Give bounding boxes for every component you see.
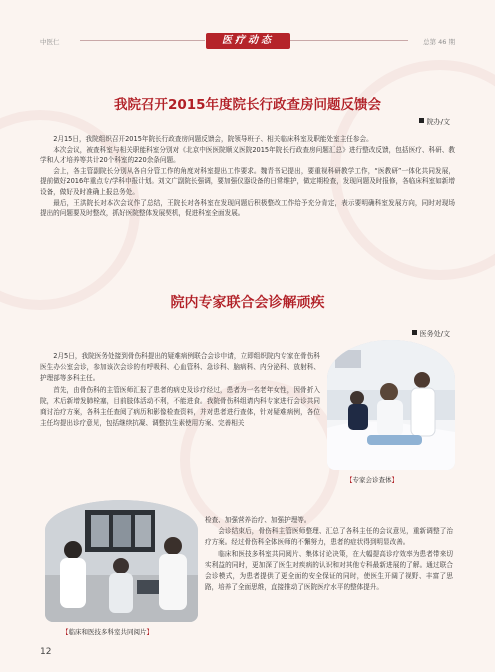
byline-square-icon (419, 118, 424, 123)
article2-byline-text: 医务处/文 (419, 330, 450, 338)
article2-paragraph: 临床和医技多科室共同阅片、集体讨论决策，在大幅提高诊疗效率为患者带来切实利益的同时，更加深了医生对疾病的认识和对其他专科最新进展的了解。通过联合会诊模式，为患者提供了更全面的安全保证的同时，使医生开阔了视野、丰富了思路，培养了全面思维，直接推动了医院医疗水平的整体提升。 (205, 549, 453, 592)
film-reading-photo-illustration (45, 500, 198, 622)
article1-paragraph: 最后，王洪院长对本次会议作了总结，王院长对各科室在发现问题后积极整改工作给予充分肯定，表示要明确科室发展方向，同时对现场提出的问题要及时整改，抓好医院整体发展契机，促进科室全面发展。 (40, 198, 455, 218)
photo1-caption: 【专家会诊查体】 (346, 476, 398, 484)
section-label: 医疗动态 (206, 33, 290, 49)
byline-square-icon (412, 330, 417, 335)
page-number: 12 (40, 647, 52, 657)
article2-byline (412, 329, 450, 339)
header-issue: 总第 46 期 (423, 38, 455, 46)
header-publication: 中医仁 (40, 38, 60, 46)
article2-title: 院内专家联合会诊解顽疾 (170, 295, 325, 311)
header-rule (80, 40, 205, 41)
article1-paragraph: 2月15日，我院组织召开2015年院长行政查房问题反馈会，院领导班子、相关临床科室及职能处室主任参会。 (53, 135, 373, 143)
article1-byline (419, 117, 450, 127)
article2-paragraph: 会诊结束后，骨伤科主管医师整理、汇总了各科主任的会议意见，重新调整了治疗方案。经过骨伤科全体医师的不懈努力，患者的症状得到明显改善。 (205, 527, 453, 547)
photo2-caption: 【临床和医技多科室共同阅片】 (62, 628, 153, 636)
article2-body-left (40, 351, 320, 429)
article1-byline-text: 院办/文 (426, 118, 450, 126)
article2-paragraph: 首先，由骨伤科的主管医师汇报了患者的病史及诊疗经过，患者为一名老年女性，因骨折入院，术后新增发肺栓塞，目前肢体活动不利，不能进食。我院骨伤科组请内科专家进行会诊共同商讨治疗方案，各科主任查阅了病历和影像检查资料，并对患者进行查体，针对疑难病例，各位主任均提出诊疗意见，包括继续抗凝、调整抗生素使用方案、完善相关 (40, 385, 320, 428)
article1-title: 我院召开2015年度院长行政查房问题反馈会 (113, 97, 382, 113)
article2-paragraph: 2月5日，我院医务处接到骨伤科提出的疑难病例联合会诊申请，立即组织院内专家在骨伤科医生办公室会诊，参加该次会诊的有呼吸科、心血管科、急诊科、脑病科、内分泌科、放射科、护理部等多科主任。 (40, 352, 320, 383)
consultation-photo-illustration (327, 340, 455, 470)
photo2-caption-text: 临床和医技多科室共同阅片 (68, 628, 147, 636)
article2-paragraph: 检查、加强营养治疗、加强护理等。 (205, 516, 311, 524)
photo1-caption-text: 专家会诊查体 (352, 476, 392, 484)
article1-paragraph: 会上，各主管副院长分别从各自分管工作的角度对科室提出工作要求。魏青书记提出，要重视科研教学工作，“医教研”一体化共同发展，提前做好2016年重点专/学科申报计划。刘文广副院长强调，要加强仪器设备的日常维护，做定期检查，发现问题及时报修，各临床科室如新增设备，做好及时准确上报总务处。 (40, 166, 455, 196)
article2-body-right (205, 515, 453, 593)
header-rule (290, 40, 408, 41)
article1-body (40, 134, 455, 219)
film-reading-photo (45, 500, 198, 622)
consultation-photo (327, 340, 455, 470)
article1-paragraph: 本次会议，被查科室与相关职能科室分别对《北京中医医院顺义医院2015年院长行政查房问题汇总》进行整改反馈，包括医疗、科研、教学和人才培养等共计20个科室的220余条问题。 (40, 145, 455, 165)
